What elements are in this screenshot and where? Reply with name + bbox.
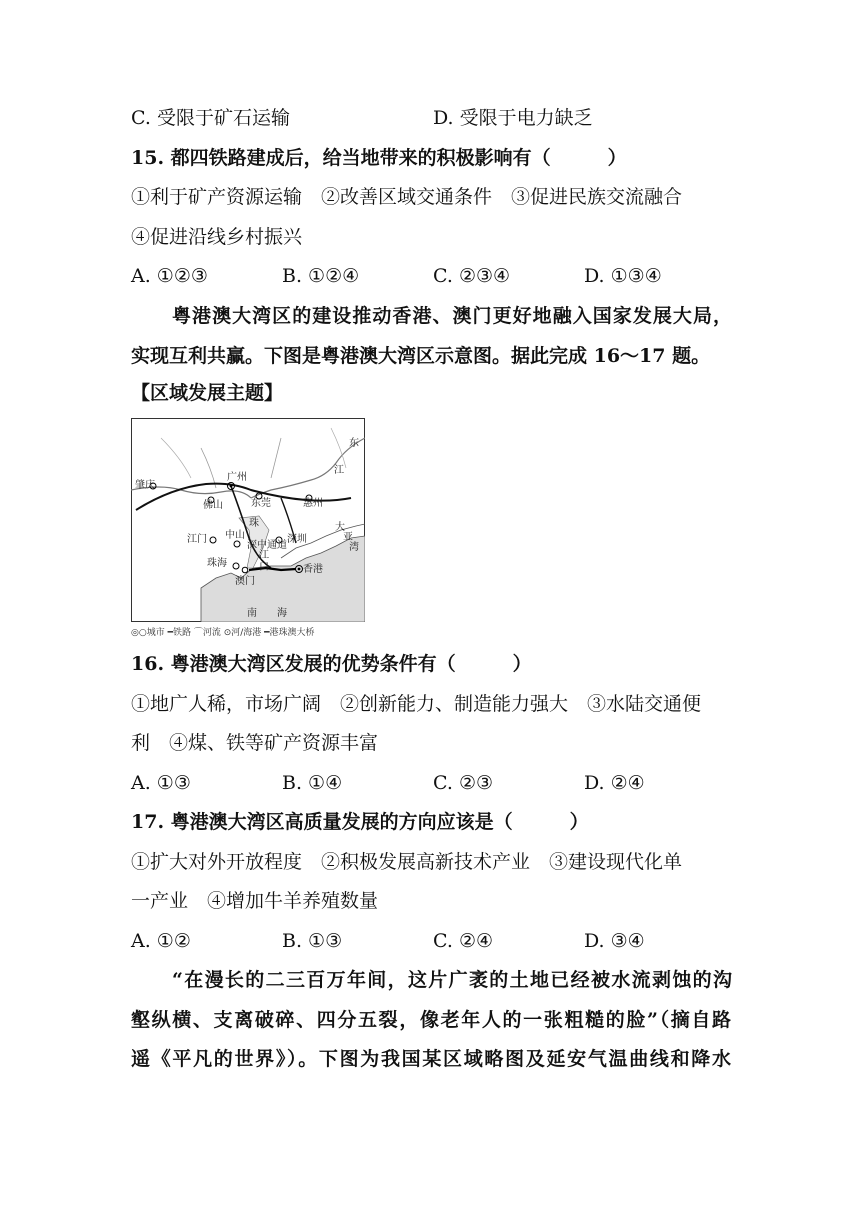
map-label-da: 大	[335, 522, 345, 533]
question-16-choices-line1: ①地广人稀，市场广阔 ②创新能力、制造能力强大 ③水陆交通便	[131, 693, 702, 715]
q15-option-a: A. ①②③	[131, 265, 208, 287]
question-16-stem: 16. 粤港澳大湾区发展的优势条件有（ ）	[131, 653, 532, 675]
question-15-choices-line1: ①利于矿产资源运输 ②改善区域交通条件 ③促进民族交流融合	[131, 186, 683, 208]
theme-tag: 【区域发展主题】	[131, 382, 284, 404]
map-label-zhu: 珠	[249, 518, 259, 529]
map-legend: ◎○城市 ━铁路 ⌒河流 ⊙河/海港 ━港珠澳大桥	[131, 628, 315, 638]
greater-bay-area-map	[131, 418, 365, 622]
map-label-nan: 南	[247, 608, 257, 619]
q16-option-c: C. ②③	[433, 772, 494, 794]
map-label-jiangmen: 江门	[187, 534, 207, 545]
q17-option-b: B. ①③	[282, 930, 343, 952]
map-label-xianggang: 香港	[303, 564, 323, 575]
map-label-huizhou: 惠州	[303, 498, 323, 509]
question-17-choices-line1: ①扩大对外开放程度 ②积极发展高新技术产业 ③建设现代化单	[131, 851, 683, 873]
map-label-dongguan: 东莞	[251, 498, 271, 509]
q17-option-c: C. ②④	[433, 930, 494, 952]
map-label-foshan: 佛山	[203, 500, 223, 511]
map-label-shenzhong: 深中通道	[247, 540, 287, 551]
intro-16-line1: 粤港澳大湾区的建设推动香港、澳门更好地融入国家发展大局，	[172, 305, 732, 327]
q16-option-d: D. ②④	[584, 772, 645, 794]
map-label-wan: 湾	[349, 542, 359, 553]
q17-option-d: D. ③④	[584, 930, 645, 952]
intro-18-line2: 壑纵横、支离破碎、四分五裂，像老年人的一张粗糙的脸”（摘自路	[131, 1009, 731, 1031]
map-label-kou: 口	[259, 562, 269, 573]
map-label-hai: 海	[277, 608, 287, 619]
option-c-prev: C. 受限于矿石运输	[131, 107, 290, 129]
q15-option-d: D. ①③④	[584, 265, 662, 287]
option-d-prev: D. 受限于电力缺乏	[433, 107, 593, 129]
map-label-zhuhai: 珠海	[207, 558, 227, 569]
map-label-zhongshan: 中山	[225, 530, 245, 541]
map-label-zhaoqing: 肇庆	[135, 480, 155, 491]
map-label-shenzhen: 深圳	[287, 534, 307, 545]
map-label-jiang2: 江	[259, 550, 269, 561]
question-15-stem: 15. 都四铁路建成后，给当地带来的积极影响有（ ）	[131, 147, 627, 169]
question-17-stem: 17. 粤港澳大湾区高质量发展的方向应该是（ ）	[131, 811, 589, 833]
q16-option-b: B. ①④	[282, 772, 343, 794]
q15-option-c: C. ②③④	[433, 265, 511, 287]
question-16-choices-line2: 利 ④煤、铁等矿产资源丰富	[131, 732, 379, 754]
map-label-ya: 亚	[343, 532, 353, 543]
intro-18-line1: “在漫长的二三百万年间，这片广袤的土地已经被水流剥蚀的沟	[172, 969, 732, 991]
q16-option-a: A. ①③	[131, 772, 191, 794]
map-label-guangzhou: 广州	[227, 472, 247, 483]
question-15-choices-line2: ④促进沿线乡村振兴	[131, 226, 303, 248]
map-label-aomen: 澳门	[235, 576, 255, 587]
map-label-dong: 东	[349, 438, 359, 449]
intro-18-line3: 遥《平凡的世界》）。下图为我国某区域略图及延安气温曲线和降水	[131, 1048, 731, 1070]
map-label-jiang: 江	[334, 465, 344, 476]
question-17-choices-line2: 一产业 ④增加牛羊养殖数量	[131, 890, 379, 912]
q15-option-b: B. ①②④	[282, 265, 360, 287]
q17-option-a: A. ①②	[131, 930, 191, 952]
intro-16-line2: 实现互利共赢。下图是粤港澳大湾区示意图。据此完成 16～17 题。	[131, 345, 711, 367]
